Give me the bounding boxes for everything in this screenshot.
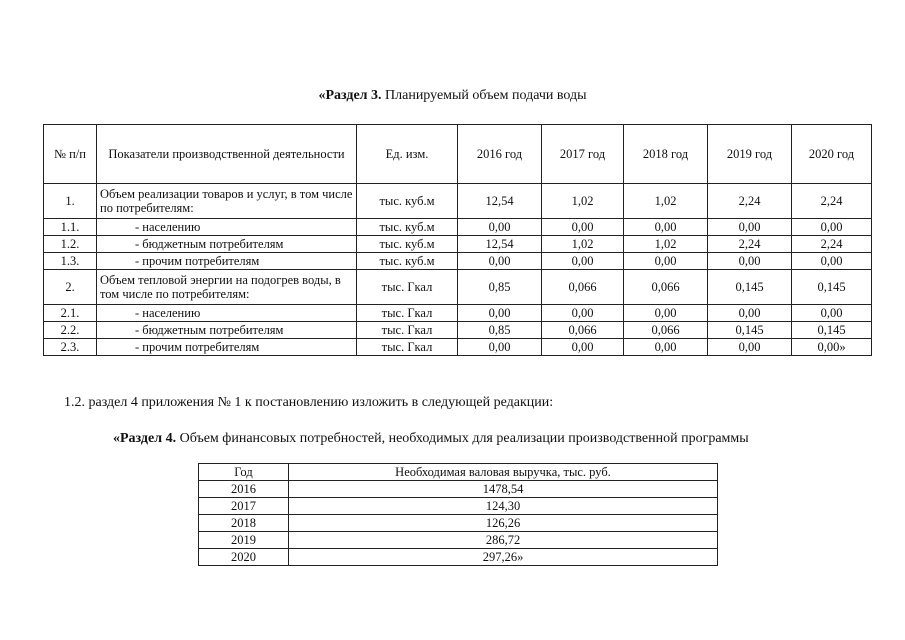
indicator-name: Объем реализации товаров и услуг, в том числе по потребителям: xyxy=(97,184,357,219)
value-cell: 1,02 xyxy=(542,236,624,253)
value-cell: 0,145 xyxy=(708,270,792,305)
value-cell: 0,00 xyxy=(708,219,792,236)
indicator-name: - бюджетным потребителям xyxy=(97,322,357,339)
value-cell: 1,02 xyxy=(624,184,708,219)
value-cell: 0,00 xyxy=(708,305,792,322)
row-number: 2.1. xyxy=(44,305,97,322)
value-cell: 0,00 xyxy=(624,219,708,236)
section-4-title-text: Объем финансовых потребностей, необходимых для реализации производственной программы xyxy=(176,431,749,446)
unit-cell: тыс. Гкал xyxy=(357,322,458,339)
table-header-row xyxy=(44,125,872,184)
value-cell: 0,00 xyxy=(792,305,872,322)
table-row xyxy=(44,305,872,322)
indicator-name: Объем тепловой энергии на подогрев воды, в том числе по потребителям: xyxy=(97,270,357,305)
table-row xyxy=(44,219,872,236)
indicator-name: - прочим потребителям xyxy=(97,253,357,270)
table-row xyxy=(44,236,872,253)
header-cell: Необходимая валовая выручка, тыс. руб. xyxy=(289,464,718,481)
value-cell: 0,00 xyxy=(624,339,708,356)
value-cell: 0,00 xyxy=(458,339,542,356)
table-row xyxy=(199,549,718,566)
value-cell: 0,00 xyxy=(542,305,624,322)
revenue-cell: 297,26» xyxy=(289,549,718,566)
row-number: 1. xyxy=(44,184,97,219)
table-row xyxy=(44,322,872,339)
indicator-name: - прочим потребителям xyxy=(97,339,357,356)
value-cell: 0,00 xyxy=(792,253,872,270)
header-cell: 2018 год xyxy=(624,125,708,184)
section-3-title xyxy=(0,88,905,104)
unit-cell: тыс. Гкал xyxy=(357,305,458,322)
table-header-row xyxy=(199,464,718,481)
indicator-name: - бюджетным потребителям xyxy=(97,236,357,253)
year-cell: 2016 xyxy=(199,481,289,498)
value-cell: 0,85 xyxy=(458,270,542,305)
indicator-name: - населению xyxy=(97,305,357,322)
revenue-cell: 126,26 xyxy=(289,515,718,532)
section-3-title-bold: «Раздел 3. xyxy=(318,88,382,103)
row-number: 1.3. xyxy=(44,253,97,270)
value-cell: 0,066 xyxy=(624,322,708,339)
indicator-name: - населению xyxy=(97,219,357,236)
section-4-title xyxy=(113,431,749,447)
section-4-title-bold: «Раздел 4. xyxy=(113,431,177,446)
value-cell: 0,00 xyxy=(624,253,708,270)
value-cell: 0,066 xyxy=(624,270,708,305)
value-cell: 0,066 xyxy=(542,270,624,305)
year-cell: 2017 xyxy=(199,498,289,515)
value-cell: 0,145 xyxy=(792,322,872,339)
revenue-cell: 286,72 xyxy=(289,532,718,549)
revenue-cell: 124,30 xyxy=(289,498,718,515)
unit-cell: тыс. Гкал xyxy=(357,339,458,356)
value-cell: 0,00 xyxy=(542,219,624,236)
unit-cell: тыс. Гкал xyxy=(357,270,458,305)
header-cell: 2016 год xyxy=(458,125,542,184)
value-cell: 0,00 xyxy=(458,219,542,236)
value-cell: 1,02 xyxy=(624,236,708,253)
unit-cell: тыс. куб.м xyxy=(357,219,458,236)
table-row xyxy=(199,481,718,498)
unit-cell: тыс. куб.м xyxy=(357,236,458,253)
amendment-paragraph: 1.2. раздел 4 приложения № 1 к постановлению изложить в следующей редакции: xyxy=(64,395,554,410)
table-row xyxy=(44,270,872,305)
value-cell: 0,00 xyxy=(542,339,624,356)
year-cell: 2018 xyxy=(199,515,289,532)
header-cell: 2017 год xyxy=(542,125,624,184)
value-cell: 12,54 xyxy=(458,236,542,253)
section-3-title-text: Планируемый объем подачи воды xyxy=(381,88,587,103)
row-number: 2.3. xyxy=(44,339,97,356)
unit-cell: тыс. куб.м xyxy=(357,184,458,219)
row-number: 1.2. xyxy=(44,236,97,253)
table-row xyxy=(199,515,718,532)
planned-water-supply-table xyxy=(43,124,872,356)
value-cell: 0,00 xyxy=(542,253,624,270)
table-row xyxy=(199,532,718,549)
year-cell: 2019 xyxy=(199,532,289,549)
header-cell: Показатели производственной деятельности xyxy=(97,125,357,184)
unit-cell: тыс. куб.м xyxy=(357,253,458,270)
value-cell: 0,00 xyxy=(708,339,792,356)
table-row xyxy=(44,339,872,356)
table-row xyxy=(199,498,718,515)
value-cell: 0,85 xyxy=(458,322,542,339)
value-cell: 2,24 xyxy=(792,236,872,253)
table-row xyxy=(44,184,872,219)
value-cell: 2,24 xyxy=(708,236,792,253)
value-cell: 0,00 xyxy=(458,305,542,322)
value-cell: 12,54 xyxy=(458,184,542,219)
value-cell: 0,00 xyxy=(458,253,542,270)
year-cell: 2020 xyxy=(199,549,289,566)
row-number: 2.2. xyxy=(44,322,97,339)
header-cell: Ед. изм. xyxy=(357,125,458,184)
value-cell: 1,02 xyxy=(542,184,624,219)
value-cell: 0,145 xyxy=(708,322,792,339)
value-cell: 2,24 xyxy=(708,184,792,219)
value-cell: 2,24 xyxy=(792,184,872,219)
revenue-cell: 1478,54 xyxy=(289,481,718,498)
table-row xyxy=(44,253,872,270)
value-cell: 0,145 xyxy=(792,270,872,305)
row-number: 1.1. xyxy=(44,219,97,236)
header-cell: Год xyxy=(199,464,289,481)
value-cell: 0,066 xyxy=(542,322,624,339)
value-cell: 0,00 xyxy=(624,305,708,322)
value-cell: 0,00 xyxy=(792,219,872,236)
row-number: 2. xyxy=(44,270,97,305)
value-cell: 0,00» xyxy=(792,339,872,356)
header-cell: 2020 год xyxy=(792,125,872,184)
financial-needs-table xyxy=(198,463,718,566)
header-cell: № п/п xyxy=(44,125,97,184)
value-cell: 0,00 xyxy=(708,253,792,270)
header-cell: 2019 год xyxy=(708,125,792,184)
